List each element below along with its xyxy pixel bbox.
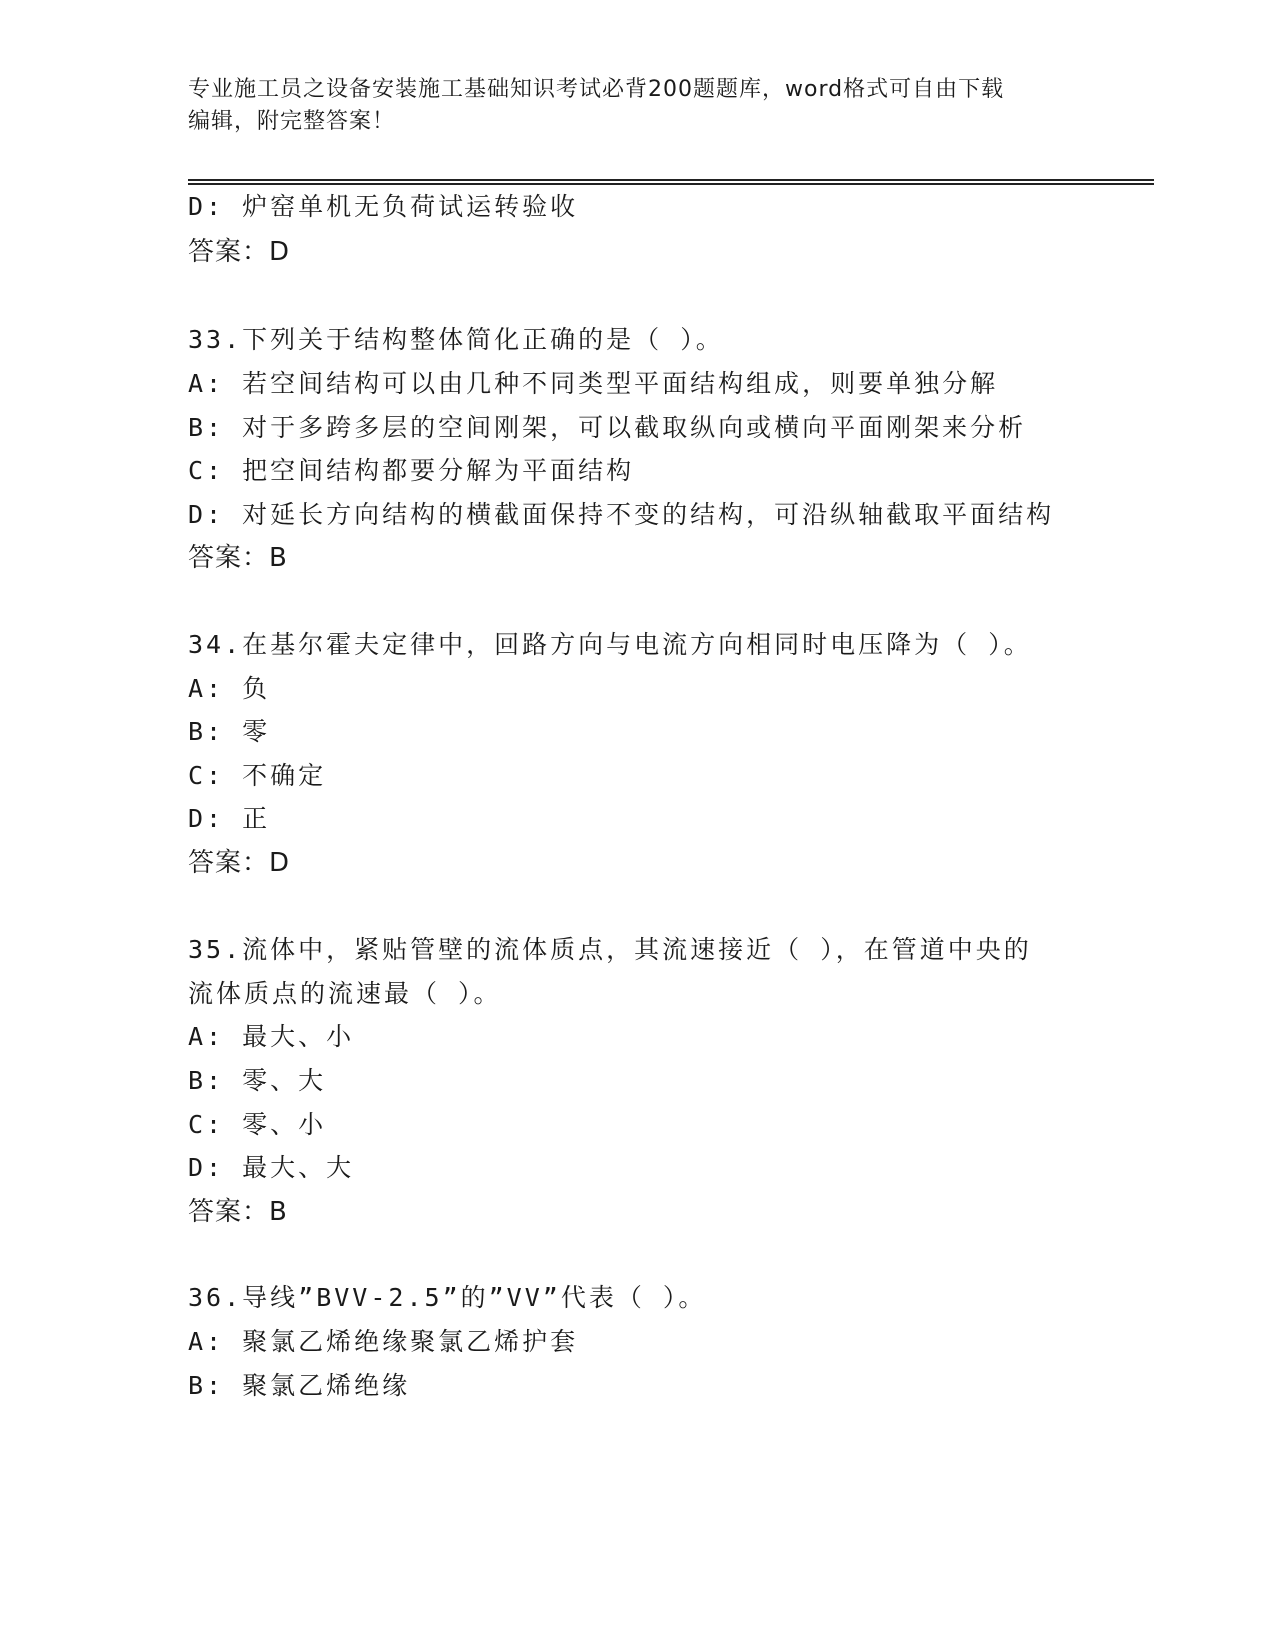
q36-option-b: B: 聚氯乙烯绝缘	[188, 1371, 411, 1400]
question-34: 34.在基尔霍夫定律中，回路方向与电流方向相同时电压降为（ ）。	[188, 630, 1032, 659]
prev-option-d: D: 炉窑单机无负荷试运转验收	[188, 192, 579, 221]
q33-option-c: C: 把空间结构都要分解为平面结构	[188, 456, 635, 485]
q33-answer: 答案：B	[188, 543, 288, 573]
header-divider-bottom	[188, 183, 1154, 185]
question-35-line-1: 35.流体中，紧贴管壁的流体质点，其流速接近（ ），在管道中央的	[188, 935, 1032, 964]
header-line-1: 专业施工员之设备安装施工基础知识考试必背200题题库，word格式可自由下载	[188, 77, 1005, 102]
q36-option-a: A: 聚氯乙烯绝缘聚氯乙烯护套	[188, 1327, 579, 1356]
q35-answer: 答案：B	[188, 1197, 288, 1227]
document-header	[188, 74, 1088, 138]
question-36: 36.导线”BVV-2.5”的”VV”代表（ ）。	[188, 1283, 707, 1312]
q34-option-b: B: 零	[188, 717, 271, 746]
q35-option-d: D: 最大、大	[188, 1153, 355, 1182]
q34-option-c: C: 不确定	[188, 761, 327, 790]
q34-option-a: A: 负	[188, 674, 271, 703]
prev-answer: 答案：D	[188, 237, 291, 267]
question-33: 33.下列关于结构整体简化正确的是（ ）。	[188, 325, 724, 354]
q35-option-c: C: 零、小	[188, 1110, 327, 1139]
q34-option-d: D: 正	[188, 804, 271, 833]
header-line-2: 编辑，附完整答案！	[188, 109, 396, 134]
q33-option-a: A: 若空间结构可以由几种不同类型平面结构组成，则要单独分解	[188, 369, 999, 398]
header-divider-top	[188, 179, 1154, 181]
q35-option-a: A: 最大、小	[188, 1022, 355, 1051]
question-35-line-2: 流体质点的流速最（ ）。	[188, 979, 502, 1008]
q33-option-b: B: 对于多跨多层的空间刚架，可以截取纵向或横向平面刚架来分析	[188, 413, 1027, 442]
q35-option-b: B: 零、大	[188, 1066, 327, 1095]
q34-answer: 答案：D	[188, 848, 291, 878]
q33-option-d: D: 对延长方向结构的横截面保持不变的结构，可沿纵轴截取平面结构	[188, 500, 1055, 529]
